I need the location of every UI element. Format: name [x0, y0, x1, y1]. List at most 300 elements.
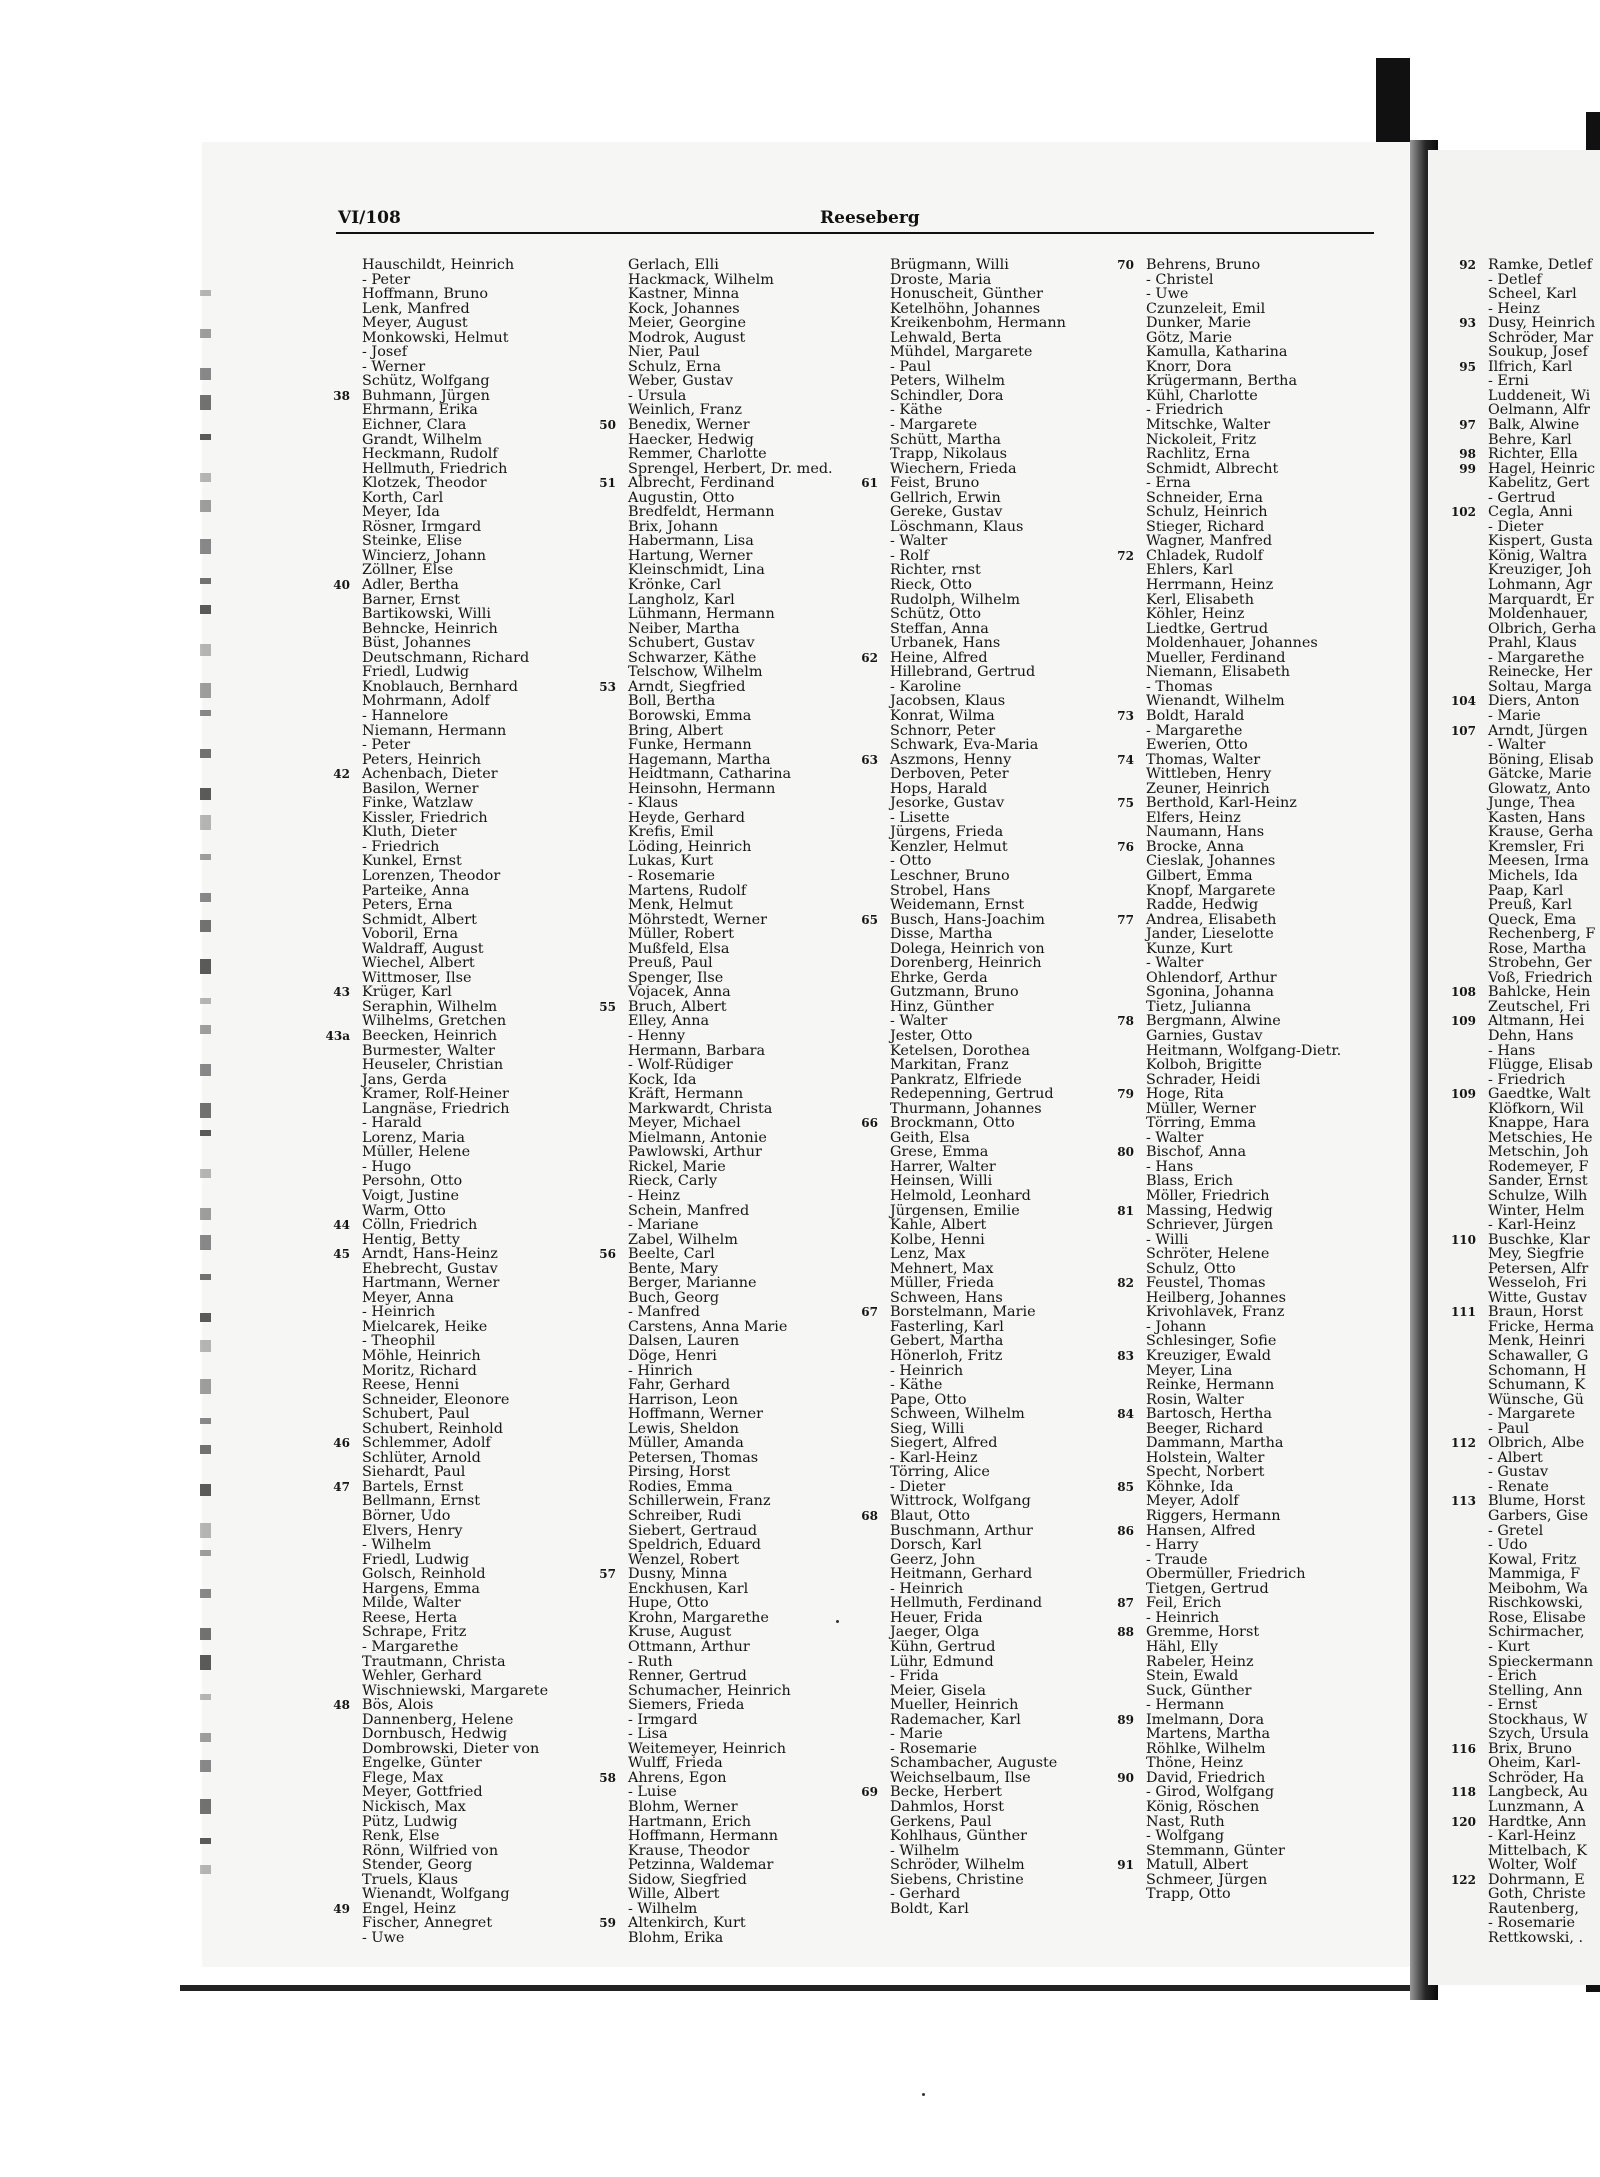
directory-entry: [884, 1844, 1066, 1859]
directory-entry: [356, 1364, 548, 1379]
resident-name: Hansen, Alfred: [1146, 1522, 1256, 1539]
directory-entry: [1482, 622, 1596, 637]
directory-entry: [622, 1524, 833, 1539]
directory-entry: [1450, 984, 1596, 1001]
resident-name: Kamulla, Katharina: [1146, 344, 1288, 361]
house-number: 82: [1117, 1276, 1134, 1291]
resident-name: Boll, Bertha: [628, 693, 716, 710]
resident-name: Redepenning, Gertrud: [890, 1086, 1054, 1103]
directory-entry: [884, 665, 1066, 680]
directory-entry: [1450, 1871, 1596, 1888]
directory-entry: [333, 766, 548, 783]
resident-name: Ketelsen, Dorothea: [890, 1042, 1030, 1059]
directory-entry: [622, 462, 833, 477]
resident-name: Hagemann, Martha: [628, 751, 771, 768]
directory-entry: [622, 1480, 833, 1495]
resident-name: Kenzler, Helmut: [890, 838, 1008, 855]
resident-name: Mühdel, Margarete: [890, 344, 1033, 361]
resident-name: Witte, Gustav: [1488, 1289, 1588, 1306]
directory-entry: [1482, 767, 1596, 782]
scan-mark: [200, 1628, 211, 1640]
resident-name: Markwardt, Christa: [628, 1100, 773, 1117]
resident-name: Monkowski, Helmut: [362, 329, 509, 346]
resident-name: Winter, Helm: [1488, 1202, 1585, 1219]
directory-entry: [1140, 433, 1341, 448]
house-number: 53: [599, 679, 616, 694]
directory-entry: [884, 1291, 1066, 1306]
scan-mark: [200, 1169, 211, 1178]
resident-name: Stein, Ewald: [1146, 1668, 1239, 1685]
scan-mark: [200, 1340, 211, 1352]
directory-entry: [622, 811, 833, 826]
resident-name: Bredfeldt, Hermann: [628, 504, 775, 521]
resident-name: Sieg, Willi: [890, 1420, 965, 1437]
resident-name: Ehrke, Gerda: [890, 969, 988, 986]
resident-name: Chladek, Rudolf: [1146, 547, 1263, 564]
resident-name: Honuscheit, Günther: [890, 286, 1043, 303]
resident-name: Schawaller, G: [1488, 1348, 1589, 1365]
directory-entry: [1117, 795, 1341, 812]
directory-entry: [884, 1131, 1066, 1146]
resident-name: Augustin, Otto: [628, 489, 735, 506]
directory-entry: [599, 1769, 833, 1786]
directory-entry: [884, 302, 1066, 317]
directory-entry: [884, 1378, 1066, 1393]
resident-name: Schween, Hans: [890, 1289, 1003, 1306]
resident-name: - Hinrich: [628, 1362, 693, 1379]
scan-mark: [200, 1274, 211, 1280]
resident-name: Hargens, Emma: [362, 1580, 480, 1597]
resident-name: Hellmuth, Ferdinand: [890, 1595, 1043, 1612]
directory-entry: [1482, 854, 1596, 869]
directory-entry: [356, 1276, 548, 1291]
resident-name: Petersen, Thomas: [628, 1449, 759, 1466]
directory-entry: [622, 1785, 833, 1800]
resident-name: Schirmacher,: [1488, 1624, 1585, 1641]
directory-column-2: [599, 257, 833, 1946]
resident-name: Richter, Ella: [1488, 446, 1578, 463]
scan-mark: [200, 1550, 211, 1556]
directory-entry: [884, 491, 1066, 506]
directory-entry: [622, 767, 833, 782]
directory-entry: [622, 796, 833, 811]
directory-entry: [1482, 476, 1596, 491]
resident-name: Rademacher, Karl: [890, 1711, 1021, 1728]
directory-entry: [356, 1334, 548, 1349]
directory-entry: [622, 360, 833, 375]
directory-entry: [1117, 257, 1341, 273]
directory-entry: [884, 971, 1066, 986]
resident-name: Buhmann, Jürgen: [362, 387, 490, 404]
resident-name: Behre, Karl: [1488, 431, 1572, 448]
directory-entry: [884, 578, 1066, 593]
resident-name: Kerl, Elisabeth: [1146, 591, 1254, 608]
resident-name: Soukup, Josef: [1488, 344, 1588, 361]
resident-name: Hartung, Werner: [628, 547, 753, 564]
directory-entry: [1140, 1116, 1341, 1131]
resident-name: - Detlef: [1488, 271, 1542, 288]
resident-name: Massing, Hedwig: [1146, 1202, 1273, 1219]
resident-name: Ohlendorf, Arthur: [1146, 969, 1277, 986]
resident-name: Albrecht, Ferdinand: [628, 475, 775, 492]
resident-name: Voß, Friedrich: [1488, 969, 1593, 986]
resident-name: - Wilhelm: [628, 1900, 698, 1917]
resident-name: Klotzek, Theodor: [362, 475, 487, 492]
resident-name: - Rosemarie: [1488, 1915, 1576, 1932]
resident-name: Schween, Wilhelm: [890, 1406, 1025, 1423]
resident-name: Klöfkorn, Wil: [1488, 1100, 1584, 1117]
resident-name: Thöne, Heinz: [1146, 1755, 1243, 1772]
resident-name: Ehlers, Karl: [1146, 562, 1234, 579]
scan-mark: [200, 290, 211, 296]
directory-entry: [1140, 1189, 1341, 1204]
resident-name: Jester, Otto: [890, 1027, 973, 1044]
directory-entry: [1140, 1422, 1341, 1437]
house-number: 79: [1117, 1087, 1134, 1102]
directory-entry: [622, 258, 833, 273]
resident-name: Kasten, Hans: [1488, 809, 1586, 826]
resident-name: Rose, Martha: [1488, 940, 1587, 957]
directory-entry: [1482, 520, 1596, 535]
resident-name: Feil, Erich: [1146, 1595, 1222, 1612]
directory-entry: [1140, 1073, 1341, 1088]
resident-name: Meesen, Irma: [1488, 853, 1589, 870]
resident-name: Specht, Norbert: [1146, 1464, 1265, 1481]
directory-entry: [333, 1435, 548, 1452]
directory-entry: [622, 1378, 833, 1393]
resident-name: Renner, Gertrud: [628, 1668, 747, 1685]
resident-name: Kabelitz, Gert: [1488, 475, 1590, 492]
directory-entry: [1140, 1044, 1341, 1059]
resident-name: Siehardt, Paul: [362, 1464, 466, 1481]
directory-entry: [356, 840, 548, 855]
directory-entry: [622, 1174, 833, 1189]
resident-name: Heuseler, Christian: [362, 1057, 504, 1074]
resident-name: Schröder, Wilhelm: [890, 1857, 1025, 1874]
directory-entry: [1482, 898, 1596, 913]
directory-entry: [356, 1771, 548, 1786]
resident-name: Marquardt, Er: [1488, 591, 1594, 608]
directory-entry: [861, 1508, 1066, 1525]
directory-entry: [1117, 1144, 1341, 1161]
directory-entry: [1482, 1698, 1596, 1713]
directory-entry: [884, 1858, 1066, 1873]
directory-entry: [1482, 913, 1596, 928]
directory-entry: [599, 998, 833, 1015]
resident-name: Rose, Elisabe: [1488, 1609, 1586, 1626]
directory-entry: [1140, 1640, 1341, 1655]
resident-name: - Harald: [362, 1115, 422, 1132]
scan-mark: [200, 1589, 211, 1598]
resident-name: Heinsen, Willi: [890, 1173, 993, 1190]
resident-name: Nickoleit, Fritz: [1146, 431, 1257, 448]
scan-mark: [200, 329, 211, 338]
resident-name: - Paul: [890, 358, 931, 375]
resident-name: Rautenberg,: [1488, 1900, 1579, 1917]
directory-entry: [356, 1858, 548, 1873]
directory-entry: [884, 1611, 1066, 1626]
directory-entry: [1140, 389, 1341, 404]
resident-name: Harrer, Walter: [890, 1158, 996, 1175]
directory-entry: [1140, 462, 1341, 477]
resident-name: Bruch, Albert: [628, 998, 727, 1015]
directory-entry: [622, 971, 833, 986]
directory-entry: [1482, 738, 1596, 753]
directory-entry: [1117, 1202, 1341, 1219]
directory-entry: [356, 1844, 548, 1859]
resident-name: Schubert, Paul: [362, 1406, 470, 1423]
directory-entry: [622, 1262, 833, 1277]
directory-entry: [622, 1305, 833, 1320]
directory-entry: [861, 1784, 1066, 1801]
directory-entry: [1482, 1378, 1596, 1393]
directory-entry: [1450, 1304, 1596, 1321]
directory-entry: [1482, 287, 1596, 302]
directory-entry: [1117, 1013, 1341, 1030]
directory-entry: [1140, 971, 1341, 986]
house-number: 46: [333, 1436, 350, 1451]
resident-name: Persohn, Otto: [362, 1173, 463, 1190]
resident-name: Wincierz, Johann: [362, 547, 487, 564]
house-number: 38: [333, 388, 350, 403]
directory-entry: [356, 1204, 548, 1219]
resident-name: Peters, Wilhelm: [890, 373, 1006, 390]
resident-name: Rönn, Wilfried von: [362, 1842, 499, 1859]
directory-entry: [1140, 1567, 1341, 1582]
resident-name: Heitmann, Gerhard: [890, 1566, 1033, 1583]
directory-entry: [884, 360, 1066, 375]
directory-entry: [1140, 1742, 1341, 1757]
house-number: 77: [1117, 912, 1134, 927]
resident-name: - Rosemarie: [628, 867, 716, 884]
directory-entry: [1140, 1815, 1341, 1830]
directory-entry: [1482, 1596, 1596, 1611]
scan-mark: [200, 1484, 211, 1496]
resident-name: Lunzmann, A: [1488, 1798, 1584, 1815]
resident-name: Schmidt, Albert: [362, 911, 477, 928]
directory-entry: [884, 1451, 1066, 1466]
resident-name: Gerlach, Elli: [628, 257, 719, 273]
directory-entry: [1482, 1131, 1596, 1146]
directory-entry: [333, 387, 548, 404]
resident-name: Blass, Erich: [1146, 1173, 1233, 1190]
directory-entry: [884, 1102, 1066, 1117]
resident-name: Müller, Helene: [362, 1144, 471, 1161]
resident-name: Altmann, Hei: [1488, 1013, 1585, 1030]
directory-entry: [1117, 751, 1341, 768]
resident-name: - Paul: [1488, 1420, 1529, 1437]
directory-entry: [333, 1900, 548, 1917]
directory-entry: [622, 1538, 833, 1553]
resident-name: Queck, Ema: [1488, 911, 1577, 928]
directory-entry: [622, 927, 833, 942]
resident-name: Berthold, Karl-Heinz: [1146, 795, 1297, 812]
resident-name: Bischof, Anna: [1146, 1144, 1247, 1161]
directory-entry: [622, 636, 833, 651]
left-edge-marks: [200, 290, 214, 1930]
directory-entry: [1140, 447, 1341, 462]
resident-name: Köhler, Heinz: [1146, 606, 1245, 623]
house-number: 69: [861, 1785, 878, 1800]
directory-entry: [1117, 547, 1341, 564]
resident-name: Wagner, Manfred: [1146, 533, 1273, 550]
resident-name: Rischkowski,: [1488, 1595, 1584, 1612]
resident-name: - Josef: [362, 344, 408, 361]
resident-name: David, Friedrich: [1146, 1769, 1266, 1786]
directory-entry: [356, 1815, 548, 1830]
directory-entry: [356, 1916, 548, 1931]
resident-name: Siegert, Alfred: [890, 1435, 998, 1452]
directory-entry: [622, 1931, 833, 1946]
house-number: 81: [1117, 1203, 1134, 1218]
resident-name: Seraphin, Wilhelm: [362, 998, 498, 1015]
directory-entry: [1140, 520, 1341, 535]
resident-name: Peters, Erna: [362, 897, 453, 914]
directory-entry: [1140, 1669, 1341, 1684]
directory-entry: [356, 651, 548, 666]
resident-name: - Friedrich: [362, 838, 440, 855]
resident-name: Müller, Frieda: [890, 1275, 994, 1292]
directory-entry: [884, 1364, 1066, 1379]
resident-name: Moldenhauer, Johannes: [1146, 635, 1318, 652]
resident-name: Strobehn, Ger: [1488, 955, 1592, 972]
directory-entry: [1482, 680, 1596, 695]
directory-entry: [1482, 1291, 1596, 1306]
resident-name: Kreuziger, Ewald: [1146, 1348, 1271, 1365]
directory-entry: [333, 1478, 548, 1495]
house-number: 62: [861, 650, 878, 665]
directory-entry: [1482, 1509, 1596, 1524]
resident-name: Ewerien, Otto: [1146, 737, 1248, 754]
directory-entry: [884, 898, 1066, 913]
directory-entry: [884, 942, 1066, 957]
directory-entry: [356, 403, 548, 418]
house-number: 55: [599, 999, 616, 1014]
house-number: 44: [333, 1218, 350, 1233]
scan-mark: [200, 644, 211, 656]
directory-entry: [599, 417, 833, 434]
directory-entry: [356, 913, 548, 928]
directory-entry: [1140, 1829, 1341, 1844]
header-rule: [336, 232, 1374, 234]
resident-name: Schomann, H: [1488, 1362, 1587, 1379]
scan-mark: [200, 539, 211, 554]
resident-name: Mielcarek, Heike: [362, 1318, 488, 1335]
resident-name: Gerkens, Paul: [890, 1813, 992, 1830]
directory-entry: [356, 1378, 548, 1393]
directory-entry: [884, 1174, 1066, 1189]
directory-entry: [622, 1844, 833, 1859]
directory-entry: [622, 331, 833, 346]
directory-entry: [884, 389, 1066, 404]
directory-entry: [1450, 1740, 1596, 1757]
resident-name: Helmold, Leonhard: [890, 1188, 1031, 1204]
resident-name: Oelmann, Alfr: [1488, 402, 1591, 419]
directory-entry: [884, 534, 1066, 549]
directory-entry: [1140, 563, 1341, 578]
directory-entry: [356, 1407, 548, 1422]
directory-entry: [884, 374, 1066, 389]
directory-entry: [1140, 1756, 1341, 1771]
resident-name: Petzinna, Waldemar: [628, 1857, 774, 1874]
scan-mark: [200, 1235, 211, 1250]
directory-entry: [622, 403, 833, 418]
directory-entry: [356, 1160, 548, 1175]
resident-name: Ehebrecht, Gustav: [362, 1260, 498, 1277]
resident-name: Schütz, Wolfgang: [362, 373, 490, 390]
directory-entry: [356, 971, 548, 986]
directory-entry: [622, 1742, 833, 1757]
directory-entry: [599, 1566, 833, 1583]
resident-name: Buschmann, Arthur: [890, 1522, 1033, 1539]
directory-entry: [622, 1291, 833, 1306]
resident-name: Sidow, Siegfried: [628, 1871, 747, 1888]
resident-name: Rettkowski, .: [1488, 1929, 1584, 1946]
directory-entry: [1482, 1189, 1596, 1204]
resident-name: Carstens, Anna Marie: [628, 1318, 788, 1335]
resident-name: Thomas, Walter: [1146, 751, 1261, 768]
resident-name: Burmester, Walter: [362, 1042, 495, 1059]
resident-name: Zabel, Wilhelm: [628, 1231, 738, 1248]
directory-entry: [356, 491, 548, 506]
resident-name: Obermüller, Friedrich: [1146, 1566, 1306, 1583]
resident-name: - Heinrich: [362, 1304, 436, 1321]
resident-name: Kramer, Rolf-Heiner: [362, 1086, 509, 1103]
scan-mark: [200, 998, 211, 1004]
resident-name: Lenk, Manfred: [362, 300, 470, 317]
directory-entry: [1459, 315, 1596, 332]
resident-name: Schulz, Otto: [1146, 1260, 1236, 1277]
directory-entry: [356, 534, 548, 549]
directory-entry: [1140, 593, 1341, 608]
directory-entry: [884, 447, 1066, 462]
resident-name: Warm, Otto: [362, 1202, 446, 1219]
resident-name: Krüger, Karl: [362, 984, 452, 1001]
directory-entry: [1482, 1465, 1596, 1480]
resident-name: Mey, Siegfrie: [1488, 1246, 1585, 1263]
resident-name: Schein, Manfred: [628, 1202, 750, 1219]
resident-name: Paap, Karl: [1488, 882, 1564, 899]
directory-entry: [622, 1596, 833, 1611]
resident-name: Fasterling, Karl: [890, 1318, 1004, 1335]
directory-entry: [356, 1596, 548, 1611]
directory-entry: [622, 942, 833, 957]
directory-entry: [1482, 1160, 1596, 1175]
house-number: 95: [1459, 359, 1476, 374]
scan-mark: [200, 1103, 211, 1118]
resident-name: - Erni: [1488, 373, 1529, 390]
directory-entry: [1140, 1436, 1341, 1451]
directory-entry: [1117, 1406, 1341, 1423]
house-number: 88: [1117, 1625, 1134, 1640]
resident-name: Peters, Heinrich: [362, 751, 482, 768]
resident-name: Martens, Martha: [1146, 1726, 1271, 1743]
resident-name: Jesorke, Gustav: [890, 795, 1005, 812]
scan-mark: [200, 500, 211, 512]
resident-name: Trapp, Nikolaus: [890, 446, 1008, 463]
resident-name: Heitmann, Wolfgang-Dietr.: [1146, 1042, 1342, 1059]
resident-name: Ehrmann, Erika: [362, 402, 478, 419]
directory-entry: [356, 1756, 548, 1771]
directory-entry: [1140, 1509, 1341, 1524]
directory-entry: [1482, 1349, 1596, 1364]
resident-name: Weidemann, Ernst: [890, 897, 1025, 914]
directory-entry: [1117, 838, 1341, 855]
resident-name: Disse, Martha: [890, 926, 993, 943]
house-number: 51: [599, 476, 616, 491]
directory-entry: [884, 782, 1066, 797]
resident-name: - Johann: [1146, 1318, 1207, 1335]
